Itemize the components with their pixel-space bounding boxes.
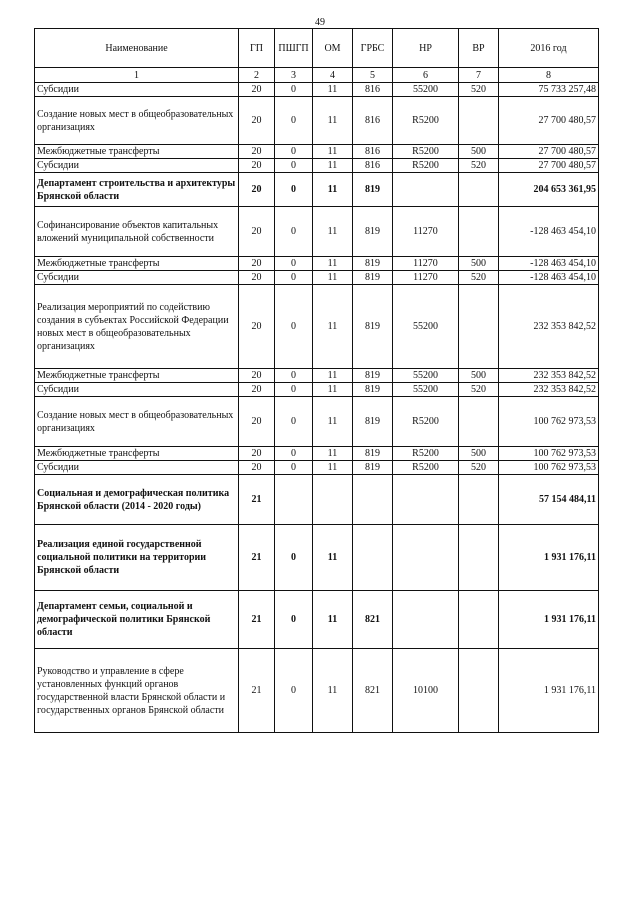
row-vr: 520 <box>459 271 499 285</box>
row-nr: 11270 <box>393 257 459 271</box>
row-nr: 10100 <box>393 649 459 733</box>
row-grbs: 816 <box>353 97 393 145</box>
row-vr: 500 <box>459 447 499 461</box>
row-grbs: 819 <box>353 383 393 397</box>
row-pgp: 0 <box>275 285 313 369</box>
row-amount: 1 931 176,11 <box>499 591 599 649</box>
row-om: 11 <box>313 397 353 447</box>
row-om: 11 <box>313 97 353 145</box>
row-nr: R5200 <box>393 397 459 447</box>
table-row <box>35 475 599 525</box>
row-grbs <box>353 525 393 591</box>
row-pgp: 0 <box>275 461 313 475</box>
header-pgp: ПШГП <box>275 29 313 68</box>
row-gp: 20 <box>239 397 275 447</box>
row-amount: 1 931 176,11 <box>499 649 599 733</box>
row-pgp: 0 <box>275 159 313 173</box>
row-vr: 500 <box>459 145 499 159</box>
row-name: Реализация единой государственной социальной политики на территории Брянской области <box>35 525 239 591</box>
table-row <box>35 383 599 397</box>
row-gp: 21 <box>239 591 275 649</box>
header-year: 2016 год <box>499 29 599 68</box>
table-row <box>35 173 599 207</box>
table-row <box>35 285 599 369</box>
row-name: Межбюджетные трансферты <box>35 369 239 383</box>
row-amount: 232 353 842,52 <box>499 369 599 383</box>
row-pgp: 0 <box>275 173 313 207</box>
row-gp: 21 <box>239 475 275 525</box>
table-row <box>35 159 599 173</box>
row-name: Субсидии <box>35 271 239 285</box>
row-name: Межбюджетные трансферты <box>35 257 239 271</box>
table-row <box>35 271 599 285</box>
row-pgp: 0 <box>275 145 313 159</box>
row-om: 11 <box>313 447 353 461</box>
row-gp: 20 <box>239 369 275 383</box>
table-row <box>35 447 599 461</box>
row-name: Субсидии <box>35 461 239 475</box>
row-grbs: 821 <box>353 649 393 733</box>
row-grbs: 819 <box>353 257 393 271</box>
row-nr <box>393 475 459 525</box>
column-number: 5 <box>353 68 393 83</box>
row-om <box>313 475 353 525</box>
header-gp: ГП <box>239 29 275 68</box>
budget-table <box>34 28 599 733</box>
row-om: 11 <box>313 83 353 97</box>
row-gp: 20 <box>239 461 275 475</box>
row-pgp: 0 <box>275 271 313 285</box>
row-gp: 20 <box>239 159 275 173</box>
row-name: Субсидии <box>35 159 239 173</box>
row-om: 11 <box>313 525 353 591</box>
row-nr: R5200 <box>393 447 459 461</box>
row-pgp: 0 <box>275 383 313 397</box>
row-gp: 20 <box>239 97 275 145</box>
row-amount: 232 353 842,52 <box>499 383 599 397</box>
row-amount: 27 700 480,57 <box>499 97 599 145</box>
row-vr <box>459 207 499 257</box>
table-row <box>35 461 599 475</box>
column-number: 1 <box>35 68 239 83</box>
row-name: Субсидии <box>35 83 239 97</box>
table-row <box>35 145 599 159</box>
header-nr: НР <box>393 29 459 68</box>
table-row <box>35 97 599 145</box>
row-name: Реализация мероприятий по содействию создания в субъектах Российской Федерации новых мест в общеобразовательных организациях <box>35 285 239 369</box>
row-gp: 20 <box>239 207 275 257</box>
table-row <box>35 649 599 733</box>
row-gp: 20 <box>239 447 275 461</box>
row-om: 11 <box>313 285 353 369</box>
row-vr: 500 <box>459 369 499 383</box>
row-vr <box>459 97 499 145</box>
column-number-row <box>35 68 599 83</box>
table-row <box>35 397 599 447</box>
row-vr <box>459 649 499 733</box>
row-om: 11 <box>313 159 353 173</box>
header-grbs: ГРБС <box>353 29 393 68</box>
column-number: 7 <box>459 68 499 83</box>
row-om: 11 <box>313 145 353 159</box>
row-gp: 20 <box>239 271 275 285</box>
row-gp: 20 <box>239 285 275 369</box>
column-number: 2 <box>239 68 275 83</box>
row-name: Межбюджетные трансферты <box>35 145 239 159</box>
row-om: 11 <box>313 257 353 271</box>
table-row <box>35 257 599 271</box>
row-pgp: 0 <box>275 83 313 97</box>
row-name: Софинансирование объектов капитальных вложений муниципальной собственности <box>35 207 239 257</box>
row-vr: 520 <box>459 383 499 397</box>
row-pgp: 0 <box>275 447 313 461</box>
row-pgp: 0 <box>275 207 313 257</box>
row-om: 11 <box>313 369 353 383</box>
row-nr: 55200 <box>393 383 459 397</box>
row-grbs: 819 <box>353 461 393 475</box>
row-pgp: 0 <box>275 591 313 649</box>
row-gp: 21 <box>239 649 275 733</box>
column-number: 8 <box>499 68 599 83</box>
row-om: 11 <box>313 383 353 397</box>
row-grbs: 819 <box>353 369 393 383</box>
row-vr: 500 <box>459 257 499 271</box>
row-amount: 100 762 973,53 <box>499 397 599 447</box>
row-pgp: 0 <box>275 97 313 145</box>
row-grbs: 816 <box>353 159 393 173</box>
row-grbs: 816 <box>353 83 393 97</box>
row-nr: R5200 <box>393 97 459 145</box>
row-pgp: 0 <box>275 649 313 733</box>
row-om: 11 <box>313 591 353 649</box>
row-grbs: 821 <box>353 591 393 649</box>
row-amount: 100 762 973,53 <box>499 447 599 461</box>
table-row <box>35 525 599 591</box>
column-number: 3 <box>275 68 313 83</box>
row-name: Руководство и управление в сфере установленных функций органов государственной власти Брянской области и государственных органов Брянской области <box>35 649 239 733</box>
row-amount: 57 154 484,11 <box>499 475 599 525</box>
row-pgp: 0 <box>275 369 313 383</box>
table-row <box>35 369 599 383</box>
table-row <box>35 83 599 97</box>
row-name: Межбюджетные трансферты <box>35 447 239 461</box>
row-om: 11 <box>313 649 353 733</box>
row-vr: 520 <box>459 461 499 475</box>
row-vr <box>459 591 499 649</box>
row-name: Социальная и демографическая политика Брянской области (2014 - 2020 годы) <box>35 475 239 525</box>
table-header-row <box>35 29 599 68</box>
row-pgp: 0 <box>275 257 313 271</box>
row-om: 11 <box>313 271 353 285</box>
row-vr <box>459 397 499 447</box>
row-nr: R5200 <box>393 145 459 159</box>
row-name: Создание новых мест в общеобразовательных организациях <box>35 97 239 145</box>
header-vr: ВР <box>459 29 499 68</box>
row-om: 11 <box>313 207 353 257</box>
row-grbs: 819 <box>353 207 393 257</box>
row-om: 11 <box>313 461 353 475</box>
row-gp: 20 <box>239 83 275 97</box>
row-grbs <box>353 475 393 525</box>
page-number: 49 <box>315 17 325 28</box>
row-pgp: 0 <box>275 525 313 591</box>
row-pgp <box>275 475 313 525</box>
row-gp: 20 <box>239 145 275 159</box>
row-nr: R5200 <box>393 461 459 475</box>
row-amount: -128 463 454,10 <box>499 207 599 257</box>
row-amount: 232 353 842,52 <box>499 285 599 369</box>
row-om: 11 <box>313 173 353 207</box>
row-amount: -128 463 454,10 <box>499 271 599 285</box>
row-nr <box>393 173 459 207</box>
row-nr: 55200 <box>393 369 459 383</box>
row-vr <box>459 475 499 525</box>
row-amount: 27 700 480,57 <box>499 145 599 159</box>
row-nr: 11270 <box>393 271 459 285</box>
table-row <box>35 591 599 649</box>
row-grbs: 819 <box>353 285 393 369</box>
row-amount: 204 653 361,95 <box>499 173 599 207</box>
row-name: Департамент семьи, социальной и демографической политики Брянской области <box>35 591 239 649</box>
table-row <box>35 207 599 257</box>
row-amount: 100 762 973,53 <box>499 461 599 475</box>
row-amount: 1 931 176,11 <box>499 525 599 591</box>
row-nr: 55200 <box>393 285 459 369</box>
row-nr: R5200 <box>393 159 459 173</box>
row-grbs: 819 <box>353 271 393 285</box>
row-grbs: 819 <box>353 173 393 207</box>
row-gp: 20 <box>239 257 275 271</box>
row-name: Создание новых мест в общеобразовательных организациях <box>35 397 239 447</box>
row-nr: 55200 <box>393 83 459 97</box>
header-om: ОМ <box>313 29 353 68</box>
row-grbs: 816 <box>353 145 393 159</box>
row-vr: 520 <box>459 83 499 97</box>
row-name: Субсидии <box>35 383 239 397</box>
row-grbs: 819 <box>353 447 393 461</box>
row-gp: 21 <box>239 525 275 591</box>
row-nr: 11270 <box>393 207 459 257</box>
row-amount: -128 463 454,10 <box>499 257 599 271</box>
row-amount: 27 700 480,57 <box>499 159 599 173</box>
row-gp: 20 <box>239 173 275 207</box>
row-nr <box>393 525 459 591</box>
header-name: Наименование <box>35 29 239 68</box>
row-amount: 75 733 257,48 <box>499 83 599 97</box>
row-grbs: 819 <box>353 397 393 447</box>
column-number: 4 <box>313 68 353 83</box>
row-vr: 520 <box>459 159 499 173</box>
row-gp: 20 <box>239 383 275 397</box>
row-pgp: 0 <box>275 397 313 447</box>
row-name: Департамент строительства и архитектуры Брянской области <box>35 173 239 207</box>
row-vr <box>459 285 499 369</box>
row-vr <box>459 525 499 591</box>
row-nr <box>393 591 459 649</box>
column-number: 6 <box>393 68 459 83</box>
row-vr <box>459 173 499 207</box>
